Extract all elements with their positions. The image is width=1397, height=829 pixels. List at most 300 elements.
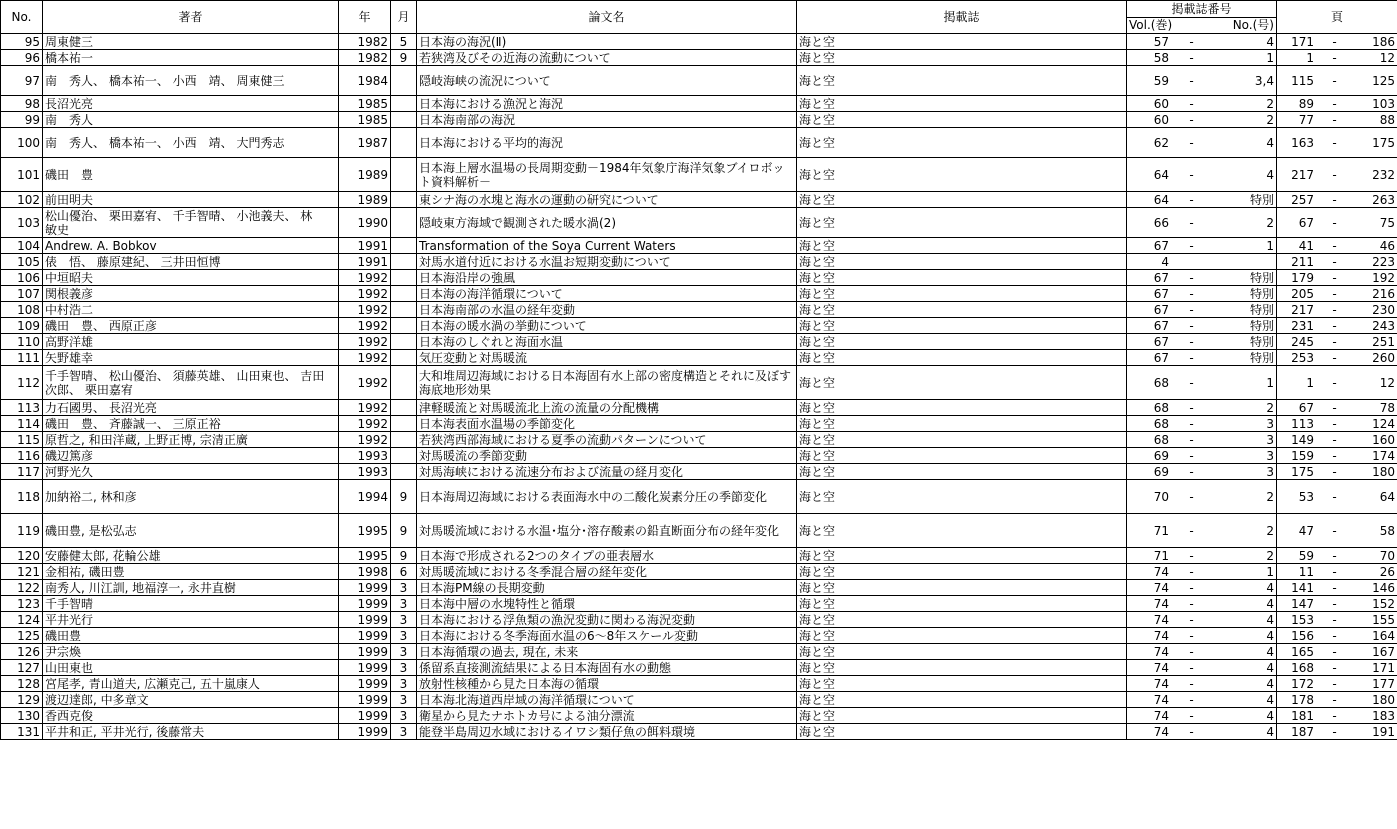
table-row bbox=[1, 514, 1397, 548]
journal-cell: 海と空 bbox=[797, 350, 1127, 366]
author-cell: 松山優治、 栗田嘉宥、 千手智晴、 小池義夫、 林 敏史 bbox=[43, 208, 339, 238]
page-pd: - bbox=[1332, 286, 1337, 301]
title-cell: 日本海の暖水渦の挙動について bbox=[417, 318, 797, 334]
page-p1: 181 bbox=[1291, 708, 1314, 723]
row-number: 124 bbox=[1, 612, 43, 628]
year-cell: 1982 bbox=[339, 50, 391, 66]
page-p1: 153 bbox=[1291, 612, 1314, 627]
page-p1: 67 bbox=[1298, 215, 1314, 230]
pages-cell bbox=[1277, 302, 1397, 318]
page-p2: 174 bbox=[1372, 448, 1395, 463]
year-cell: 1999 bbox=[339, 676, 391, 692]
volume-cell bbox=[1127, 112, 1277, 128]
journal-cell: 海と空 bbox=[797, 416, 1127, 432]
volume-dash: - bbox=[1189, 580, 1194, 595]
title-cell: 日本海で形成される2つのタイプの亜表層水 bbox=[417, 548, 797, 564]
pages-cell bbox=[1277, 416, 1397, 432]
journal-cell: 海と空 bbox=[797, 66, 1127, 96]
title-cell: 気圧変動と対馬暖流 bbox=[417, 350, 797, 366]
page-pd: - bbox=[1332, 135, 1337, 150]
volume-iss: 特別 bbox=[1249, 318, 1274, 333]
volume-cell bbox=[1127, 580, 1277, 596]
table-row bbox=[1, 302, 1397, 318]
page-pd: - bbox=[1332, 548, 1337, 563]
volume-iss: 2 bbox=[1266, 96, 1274, 111]
volume-dash: - bbox=[1189, 350, 1194, 365]
page-pd: - bbox=[1332, 628, 1337, 643]
page-p1: 245 bbox=[1291, 334, 1314, 349]
year-cell: 1999 bbox=[339, 724, 391, 740]
pages-cell bbox=[1277, 334, 1397, 350]
pages-cell bbox=[1277, 660, 1397, 676]
volume-iss: 3 bbox=[1266, 464, 1274, 479]
row-number: 118 bbox=[1, 480, 43, 514]
pages-cell bbox=[1277, 448, 1397, 464]
journal-cell: 海と空 bbox=[797, 158, 1127, 192]
month-cell bbox=[391, 128, 417, 158]
table-row bbox=[1, 464, 1397, 480]
page-p2: 260 bbox=[1372, 350, 1395, 365]
volume-vol: 74 bbox=[1153, 612, 1169, 627]
volume-iss: 4 bbox=[1266, 708, 1274, 723]
page-p1: 147 bbox=[1291, 596, 1314, 611]
page-p2: 103 bbox=[1372, 96, 1395, 111]
volume-dash: - bbox=[1189, 238, 1194, 253]
author-cell: 千手智晴、 松山優治、 須藤英雄、 山田東也、 吉田次郎、 栗田嘉宥 bbox=[43, 366, 339, 400]
volume-cell bbox=[1127, 270, 1277, 286]
page-pd: - bbox=[1332, 580, 1337, 595]
row-number: 121 bbox=[1, 564, 43, 580]
page-pd: - bbox=[1332, 192, 1337, 207]
volume-cell bbox=[1127, 432, 1277, 448]
page-p1: 217 bbox=[1291, 302, 1314, 317]
page-pd: - bbox=[1332, 416, 1337, 431]
volume-vol: 74 bbox=[1153, 660, 1169, 675]
volume-vol: 62 bbox=[1153, 135, 1169, 150]
page-pd: - bbox=[1332, 708, 1337, 723]
row-number: 122 bbox=[1, 580, 43, 596]
page-p1: 77 bbox=[1298, 112, 1314, 127]
page-p2: 175 bbox=[1372, 135, 1395, 150]
journal-cell: 海と空 bbox=[797, 464, 1127, 480]
table-row bbox=[1, 50, 1397, 66]
year-cell: 1985 bbox=[339, 112, 391, 128]
volume-vol: 69 bbox=[1153, 464, 1169, 479]
page-p1: 47 bbox=[1298, 523, 1314, 538]
page-p1: 253 bbox=[1291, 350, 1314, 365]
page-p2: 124 bbox=[1372, 416, 1395, 431]
header-journal: 掲載誌 bbox=[797, 1, 1127, 34]
table-row bbox=[1, 254, 1397, 270]
title-cell: 日本海表面水温場の季節変化 bbox=[417, 416, 797, 432]
pages-cell bbox=[1277, 612, 1397, 628]
table-row bbox=[1, 708, 1397, 724]
page-pd: - bbox=[1332, 564, 1337, 579]
pages-cell bbox=[1277, 480, 1397, 514]
row-number: 96 bbox=[1, 50, 43, 66]
page-p2: 186 bbox=[1372, 34, 1395, 49]
month-cell: 3 bbox=[391, 612, 417, 628]
volume-dash: - bbox=[1189, 334, 1194, 349]
volume-vol: 58 bbox=[1153, 50, 1169, 65]
header-author: 著者 bbox=[43, 1, 339, 34]
volume-dash: - bbox=[1189, 400, 1194, 415]
page-pd: - bbox=[1332, 612, 1337, 627]
row-number: 130 bbox=[1, 708, 43, 724]
table-row bbox=[1, 128, 1397, 158]
header-page: 頁 bbox=[1277, 1, 1397, 34]
year-cell: 1992 bbox=[339, 270, 391, 286]
page-p2: 180 bbox=[1372, 692, 1395, 707]
journal-cell: 海と空 bbox=[797, 564, 1127, 580]
year-cell: 1993 bbox=[339, 448, 391, 464]
volume-dash bbox=[1186, 255, 1198, 269]
title-cell: 若狭湾西部海域における夏季の流動パターンについて bbox=[417, 432, 797, 448]
journal-cell: 海と空 bbox=[797, 254, 1127, 270]
volume-cell bbox=[1127, 366, 1277, 400]
row-number: 113 bbox=[1, 400, 43, 416]
author-cell: 加納裕二, 林和彦 bbox=[43, 480, 339, 514]
title-cell: 日本海における平均的海況 bbox=[417, 128, 797, 158]
volume-vol: 64 bbox=[1153, 167, 1169, 182]
author-cell: 中垣昭夫 bbox=[43, 270, 339, 286]
volume-dash: - bbox=[1189, 464, 1194, 479]
row-number: 97 bbox=[1, 66, 43, 96]
page-pd: - bbox=[1332, 400, 1337, 415]
page-pd: - bbox=[1332, 692, 1337, 707]
author-cell: 平井和正, 平井光行, 後藤常夫 bbox=[43, 724, 339, 740]
title-cell: 能登半島周辺水域におけるイワシ類仔魚の餌料環境 bbox=[417, 724, 797, 740]
row-number: 106 bbox=[1, 270, 43, 286]
volume-vol: 74 bbox=[1153, 708, 1169, 723]
page-p1: 175 bbox=[1291, 464, 1314, 479]
author-cell: 磯辺篤彦 bbox=[43, 448, 339, 464]
month-cell bbox=[391, 350, 417, 366]
month-cell bbox=[391, 112, 417, 128]
volume-cell bbox=[1127, 448, 1277, 464]
journal-cell: 海と空 bbox=[797, 302, 1127, 318]
volume-iss: 3 bbox=[1266, 416, 1274, 431]
month-cell bbox=[391, 432, 417, 448]
year-cell: 1999 bbox=[339, 692, 391, 708]
year-cell: 1989 bbox=[339, 158, 391, 192]
volume-vol: 68 bbox=[1153, 400, 1169, 415]
volume-vol: 4 bbox=[1161, 254, 1169, 269]
volume-vol: 67 bbox=[1153, 238, 1169, 253]
volume-iss bbox=[1214, 255, 1274, 269]
month-cell: 3 bbox=[391, 724, 417, 740]
volume-vol: 70 bbox=[1153, 489, 1169, 504]
month-cell: 6 bbox=[391, 564, 417, 580]
journal-cell: 海と空 bbox=[797, 480, 1127, 514]
year-cell: 1992 bbox=[339, 318, 391, 334]
year-cell: 1992 bbox=[339, 432, 391, 448]
month-cell bbox=[391, 254, 417, 270]
volume-cell bbox=[1127, 464, 1277, 480]
volume-vol: 74 bbox=[1153, 724, 1169, 739]
page-p2: 58 bbox=[1379, 523, 1395, 538]
header-no-issue: No.(号) bbox=[1232, 18, 1274, 33]
month-cell: 9 bbox=[391, 548, 417, 564]
page-p1: 159 bbox=[1291, 448, 1314, 463]
volume-iss: 4 bbox=[1266, 660, 1274, 675]
volume-vol: 74 bbox=[1153, 564, 1169, 579]
page-p1: 179 bbox=[1291, 270, 1314, 285]
author-cell: 金相祐, 磯田豊 bbox=[43, 564, 339, 580]
volume-dash: - bbox=[1189, 660, 1194, 675]
page-pd: - bbox=[1332, 432, 1337, 447]
table-row bbox=[1, 112, 1397, 128]
row-number: 114 bbox=[1, 416, 43, 432]
month-cell bbox=[391, 158, 417, 192]
page-p1: 171 bbox=[1291, 34, 1314, 49]
author-cell: 磯田 豊 bbox=[43, 158, 339, 192]
page-pd: - bbox=[1332, 302, 1337, 317]
title-cell: 対馬暖流の季節変動 bbox=[417, 448, 797, 464]
pages-cell bbox=[1277, 432, 1397, 448]
page-p2: 263 bbox=[1372, 192, 1395, 207]
journal-cell: 海と空 bbox=[797, 612, 1127, 628]
volume-cell bbox=[1127, 514, 1277, 548]
volume-cell bbox=[1127, 596, 1277, 612]
page-p1: 41 bbox=[1298, 238, 1314, 253]
page-pd: - bbox=[1332, 724, 1337, 739]
volume-iss: 4 bbox=[1266, 628, 1274, 643]
page-p1: 67 bbox=[1298, 400, 1314, 415]
page-p2: 155 bbox=[1372, 612, 1395, 627]
year-cell: 1982 bbox=[339, 34, 391, 50]
page-pd: - bbox=[1332, 644, 1337, 659]
row-number: 102 bbox=[1, 192, 43, 208]
month-cell: 3 bbox=[391, 676, 417, 692]
page-p1: 211 bbox=[1291, 254, 1314, 269]
title-cell: 放射性核種から見た日本海の循環 bbox=[417, 676, 797, 692]
row-number: 107 bbox=[1, 286, 43, 302]
row-number: 104 bbox=[1, 238, 43, 254]
row-number: 127 bbox=[1, 660, 43, 676]
volume-iss: 1 bbox=[1266, 238, 1274, 253]
author-cell: 宮尾孝, 青山道夫, 広瀬克己, 五十嵐康人 bbox=[43, 676, 339, 692]
page-p2: 192 bbox=[1372, 270, 1395, 285]
volume-cell bbox=[1127, 318, 1277, 334]
month-cell bbox=[391, 464, 417, 480]
table-row bbox=[1, 692, 1397, 708]
year-cell: 1990 bbox=[339, 208, 391, 238]
volume-vol: 68 bbox=[1153, 375, 1169, 390]
page-p1: 1 bbox=[1306, 375, 1314, 390]
header-title: 論文名 bbox=[417, 1, 797, 34]
author-cell: 安藤健太郎, 花輪公雄 bbox=[43, 548, 339, 564]
month-cell: 3 bbox=[391, 628, 417, 644]
volume-vol: 57 bbox=[1153, 34, 1169, 49]
volume-iss: 4 bbox=[1266, 596, 1274, 611]
month-cell bbox=[391, 334, 417, 350]
month-cell bbox=[391, 286, 417, 302]
month-cell bbox=[391, 192, 417, 208]
volume-dash: - bbox=[1189, 612, 1194, 627]
volume-iss: 3 bbox=[1266, 432, 1274, 447]
table-row bbox=[1, 548, 1397, 564]
page-p1: 1 bbox=[1306, 50, 1314, 65]
page-p2: 177 bbox=[1372, 676, 1395, 691]
pages-cell bbox=[1277, 192, 1397, 208]
volume-iss: 4 bbox=[1266, 167, 1274, 182]
title-cell: 日本海周辺海域における表面海水中の二酸化炭素分圧の季節変化 bbox=[417, 480, 797, 514]
page-p1: 115 bbox=[1291, 73, 1314, 88]
pages-cell bbox=[1277, 692, 1397, 708]
table-row bbox=[1, 286, 1397, 302]
month-cell bbox=[391, 366, 417, 400]
page-pd: - bbox=[1332, 676, 1337, 691]
volume-cell bbox=[1127, 238, 1277, 254]
volume-vol: 71 bbox=[1153, 548, 1169, 563]
table-row bbox=[1, 192, 1397, 208]
volume-dash: - bbox=[1189, 375, 1194, 390]
page-p2: 12 bbox=[1379, 50, 1395, 65]
table-row bbox=[1, 270, 1397, 286]
volume-cell bbox=[1127, 416, 1277, 432]
volume-dash: - bbox=[1189, 73, 1194, 88]
page-p1: 11 bbox=[1298, 564, 1314, 579]
page-p2: 251 bbox=[1372, 334, 1395, 349]
volume-dash: - bbox=[1189, 724, 1194, 739]
page-p1: 165 bbox=[1291, 644, 1314, 659]
volume-iss: 4 bbox=[1266, 612, 1274, 627]
month-cell bbox=[391, 66, 417, 96]
page-pd: - bbox=[1332, 334, 1337, 349]
row-number: 112 bbox=[1, 366, 43, 400]
volume-iss: 4 bbox=[1266, 676, 1274, 691]
volume-iss: 特別 bbox=[1249, 192, 1274, 207]
volume-dash: - bbox=[1189, 448, 1194, 463]
page-pd: - bbox=[1332, 254, 1337, 269]
volume-dash: - bbox=[1189, 644, 1194, 659]
pages-cell bbox=[1277, 548, 1397, 564]
month-cell bbox=[391, 416, 417, 432]
volume-dash: - bbox=[1189, 676, 1194, 691]
volume-dash: - bbox=[1189, 489, 1194, 504]
page-pd: - bbox=[1332, 34, 1337, 49]
author-cell: Andrew. A. Bobkov bbox=[43, 238, 339, 254]
volume-iss: 特別 bbox=[1249, 302, 1274, 317]
table-row bbox=[1, 480, 1397, 514]
title-cell: 対馬海峡における流速分布および流量の経月変化 bbox=[417, 464, 797, 480]
page-p2: 75 bbox=[1379, 215, 1395, 230]
volume-vol: 60 bbox=[1153, 112, 1169, 127]
volume-vol: 67 bbox=[1153, 286, 1169, 301]
month-cell bbox=[391, 400, 417, 416]
month-cell: 9 bbox=[391, 514, 417, 548]
volume-iss: 4 bbox=[1266, 34, 1274, 49]
title-cell: 隠岐東方海域で観測された暖水渦(2) bbox=[417, 208, 797, 238]
volume-cell bbox=[1127, 192, 1277, 208]
author-cell: 俵 悟、 藤原建紀、 三井田恒博 bbox=[43, 254, 339, 270]
journal-cell: 海と空 bbox=[797, 724, 1127, 740]
page-p1: 59 bbox=[1298, 548, 1314, 563]
journal-cell: 海と空 bbox=[797, 448, 1127, 464]
row-number: 108 bbox=[1, 302, 43, 318]
volume-dash: - bbox=[1189, 416, 1194, 431]
volume-vol: 74 bbox=[1153, 580, 1169, 595]
pages-cell bbox=[1277, 628, 1397, 644]
volume-dash: - bbox=[1189, 50, 1194, 65]
author-cell: 南 秀人、 橋本祐一、 小西 靖、 周東健三 bbox=[43, 66, 339, 96]
pages-cell bbox=[1277, 286, 1397, 302]
pages-cell bbox=[1277, 580, 1397, 596]
journal-cell: 海と空 bbox=[797, 692, 1127, 708]
month-cell bbox=[391, 208, 417, 238]
page-p1: 149 bbox=[1291, 432, 1314, 447]
journal-cell: 海と空 bbox=[797, 628, 1127, 644]
pages-cell bbox=[1277, 96, 1397, 112]
page-p2: 46 bbox=[1379, 238, 1395, 253]
row-number: 105 bbox=[1, 254, 43, 270]
page-p2: 26 bbox=[1379, 564, 1395, 579]
volume-cell bbox=[1127, 286, 1277, 302]
volume-iss: 2 bbox=[1266, 489, 1274, 504]
journal-cell: 海と空 bbox=[797, 366, 1127, 400]
title-cell: 係留系直接測流結果による日本海固有水の動態 bbox=[417, 660, 797, 676]
page-pd: - bbox=[1332, 73, 1337, 88]
page-p2: 223 bbox=[1372, 254, 1395, 269]
page-p1: 172 bbox=[1291, 676, 1314, 691]
row-number: 103 bbox=[1, 208, 43, 238]
volume-cell bbox=[1127, 708, 1277, 724]
title-cell: 日本海PM線の長期変動 bbox=[417, 580, 797, 596]
volume-cell bbox=[1127, 158, 1277, 192]
row-number: 125 bbox=[1, 628, 43, 644]
header-month: 月 bbox=[391, 1, 417, 34]
page-p1: 178 bbox=[1291, 692, 1314, 707]
year-cell: 1992 bbox=[339, 400, 391, 416]
table-row bbox=[1, 676, 1397, 692]
volume-iss: 1 bbox=[1266, 375, 1274, 390]
table-row bbox=[1, 416, 1397, 432]
page-p2: 180 bbox=[1372, 464, 1395, 479]
title-cell: 日本海の海洋循環について bbox=[417, 286, 797, 302]
volume-cell bbox=[1127, 334, 1277, 350]
table-row bbox=[1, 66, 1397, 96]
pages-cell bbox=[1277, 724, 1397, 740]
year-cell: 1989 bbox=[339, 192, 391, 208]
row-number: 101 bbox=[1, 158, 43, 192]
author-cell: 長沼光亮 bbox=[43, 96, 339, 112]
table-row bbox=[1, 628, 1397, 644]
journal-cell: 海と空 bbox=[797, 270, 1127, 286]
volume-iss: 4 bbox=[1266, 724, 1274, 739]
page-pd: - bbox=[1332, 375, 1337, 390]
row-number: 131 bbox=[1, 724, 43, 740]
page-p1: 217 bbox=[1291, 167, 1314, 182]
volume-vol: 69 bbox=[1153, 448, 1169, 463]
table-row bbox=[1, 432, 1397, 448]
month-cell: 3 bbox=[391, 692, 417, 708]
year-cell: 1999 bbox=[339, 628, 391, 644]
volume-cell bbox=[1127, 724, 1277, 740]
page-pd: - bbox=[1332, 523, 1337, 538]
journal-cell: 海と空 bbox=[797, 128, 1127, 158]
year-cell: 1999 bbox=[339, 596, 391, 612]
volume-vol: 64 bbox=[1153, 192, 1169, 207]
author-cell: 前田明夫 bbox=[43, 192, 339, 208]
table-row bbox=[1, 334, 1397, 350]
row-number: 116 bbox=[1, 448, 43, 464]
title-cell: 日本海南部の水温の経年変動 bbox=[417, 302, 797, 318]
row-number: 119 bbox=[1, 514, 43, 548]
pages-cell bbox=[1277, 350, 1397, 366]
volume-dash: - bbox=[1189, 167, 1194, 182]
pages-cell bbox=[1277, 644, 1397, 660]
